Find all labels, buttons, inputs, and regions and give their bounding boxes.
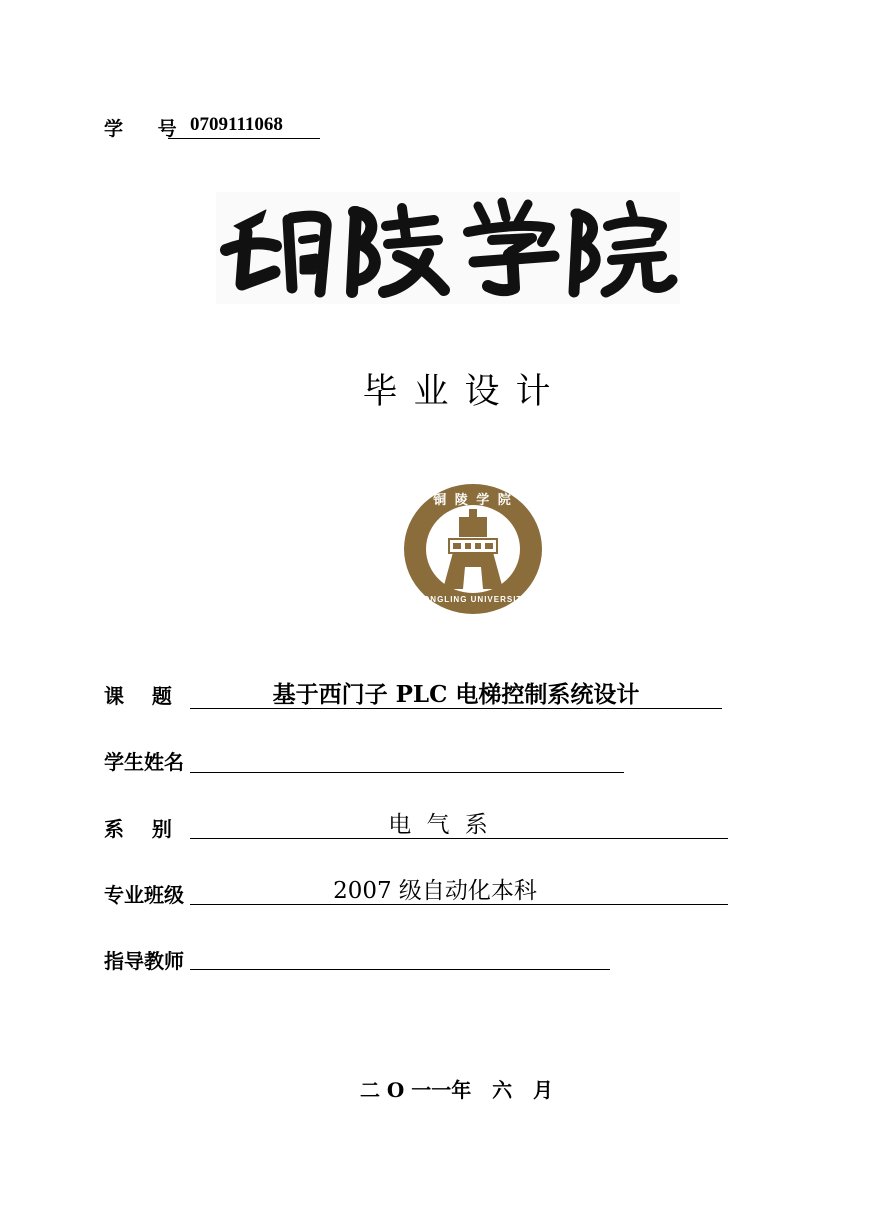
- field-label-department: 系 别: [104, 817, 172, 841]
- field-label-major-class: 专业班级: [104, 883, 184, 907]
- student-id-label: 学 号: [104, 118, 191, 140]
- document-heading: 毕业设计: [362, 372, 567, 412]
- field-label-topic: 课 题: [104, 684, 172, 708]
- emblem-top-text: 铜 陵 学 院: [433, 493, 513, 508]
- student-id-value: 0709111068: [190, 114, 283, 135]
- field-underline-student-name: [190, 742, 624, 773]
- field-label-student-name: 学生姓名: [104, 750, 184, 774]
- field-value-topic: 基于西门子 PLC 电梯控制系统设计: [272, 681, 640, 708]
- field-underline-advisor: [190, 939, 610, 970]
- field-value-department: 电 气 系: [388, 812, 492, 838]
- submission-date: 二 O 一一年 六 月: [359, 1078, 554, 1102]
- field-value-major-class: 2007 级自动化本科: [333, 878, 537, 904]
- university-calligraphy-logo: [216, 192, 680, 304]
- emblem-bottom-text: TONGLING UNIVERSITY: [417, 595, 529, 604]
- university-emblem: [403, 483, 543, 615]
- field-label-advisor: 指导教师: [104, 949, 184, 973]
